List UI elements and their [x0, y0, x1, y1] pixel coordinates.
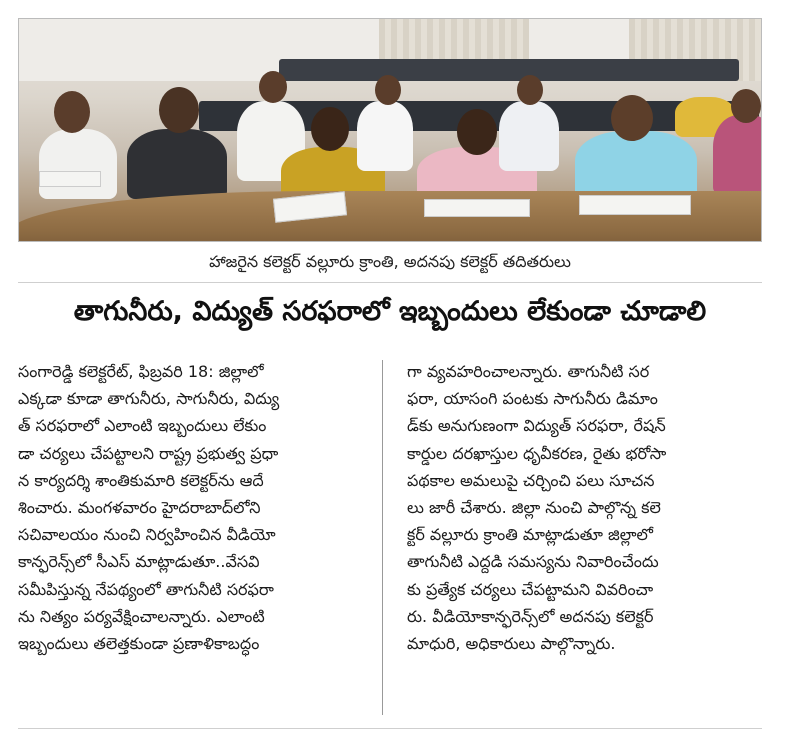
- photo-person-head: [159, 87, 199, 133]
- text-line: కాన్ఫరెన్స్‌లో సీఎస్ మాట్లాడుతూ..వేసవి: [18, 552, 260, 572]
- photo-person-head: [54, 91, 90, 133]
- text-line: లు జారీ చేశారు. జిల్లా నుంచి పాల్గొన్న కలె: [407, 497, 661, 517]
- text-line: పథకాల అమలుపై చర్చించి పలు సూచన: [407, 470, 655, 490]
- photo-person-head: [375, 75, 401, 105]
- text-line: శించారు. మంగళవారం హైదరాబాద్‌లోని: [18, 497, 261, 517]
- divider-line: [18, 282, 762, 283]
- article-column-right: [407, 358, 752, 657]
- photo-paper: [424, 199, 530, 217]
- photo-person: [127, 129, 227, 199]
- text-line: ఫరా, యాసంగి పంటకు సాగునీరు డిమాం: [407, 389, 658, 409]
- text-line: డ్‌కు అనుగుణంగా విద్యుత్ సరఫరా, రేషన్: [407, 416, 666, 436]
- text-line: గా వ్యవహరించాలన్నారు. తాగునీటి సర: [407, 362, 650, 381]
- column-divider: [382, 360, 383, 715]
- text-line: మాధురి, అధికారులు పాల్గొన్నారు.: [407, 633, 616, 653]
- article-column-left: [18, 358, 363, 657]
- text-line: సంగారెడ్డి కలెక్టరేట్, ఫిబ్రవరి 18: జిల్లాలో: [18, 362, 264, 381]
- text-line: త్ సరఫరాలో ఎలాంటి ఇబ్బందులు లేకుం: [18, 416, 267, 436]
- photo-person-head: [517, 75, 543, 105]
- photo-person: [357, 101, 413, 171]
- text-line: సమీపిస్తున్న నేపథ్యంలో తాగునీటి సరఫరా: [18, 579, 274, 599]
- text-line: ను నిత్యం పర్యవేక్షించాలన్నారు. ఎలాంటి: [18, 606, 265, 626]
- divider-line: [18, 728, 762, 729]
- text-line: సచివాలయం నుంచి నిర్వహించిన వీడియో: [18, 525, 276, 545]
- text-line: ఎక్కడా కూడా తాగునీరు, సాగునీరు, విద్యు: [18, 389, 280, 409]
- photo-person-head: [611, 95, 653, 141]
- text-line: ఇబ్బందులు తలెత్తకుండా ప్రణాళికాబద్ధం: [18, 633, 260, 653]
- text-line: తాగునీటి ఎద్దడి సమస్యను నివారించేందు: [407, 552, 659, 572]
- photo-chairs: [279, 59, 739, 81]
- text-line: కు ప్రత్యేక చర్యలు చేపట్టామని వివరించా: [407, 579, 654, 599]
- photo-person-head: [457, 109, 497, 155]
- photo-person: [499, 101, 559, 171]
- article-headline: తాగునీరు, విద్యుత్ సరఫరాలో ఇబ్బందులు లేకుండా చూడాలి: [73, 296, 707, 327]
- photo-paper: [579, 195, 691, 215]
- text-line: డా చర్యలు చేపట్టాలని రాష్ట్ర ప్రభుత్వ ప్రధా: [18, 443, 279, 463]
- text-line: కార్డుల దరఖాస్తుల ధృవీకరణ, రైతు భరోసా: [407, 443, 667, 463]
- photo-caption: హాజరైన కలెక్టర్ వల్లూరు క్రాంతి, అదనపు కలెక్టర్ తదితరులు: [209, 252, 571, 271]
- photo-person-head: [259, 71, 287, 103]
- photo-person-head: [731, 89, 761, 123]
- text-line: క్టర్ వల్లూరు క్రాంతి మాట్లాడుతూ జిల్లాలో: [407, 525, 653, 545]
- text-line: న కార్యదర్శి శాంతికుమారి కలెక్టర్‌ను ఆదే: [18, 470, 264, 490]
- meeting-photo: [18, 18, 762, 242]
- photo-person: [39, 129, 117, 199]
- photo-person: [713, 115, 762, 195]
- photo-person-head: [311, 107, 349, 151]
- photo-paper: [39, 171, 101, 187]
- text-line: రు. వీడియోకాన్ఫరెన్స్‌లో అదనపు కలెక్టర్: [407, 606, 654, 626]
